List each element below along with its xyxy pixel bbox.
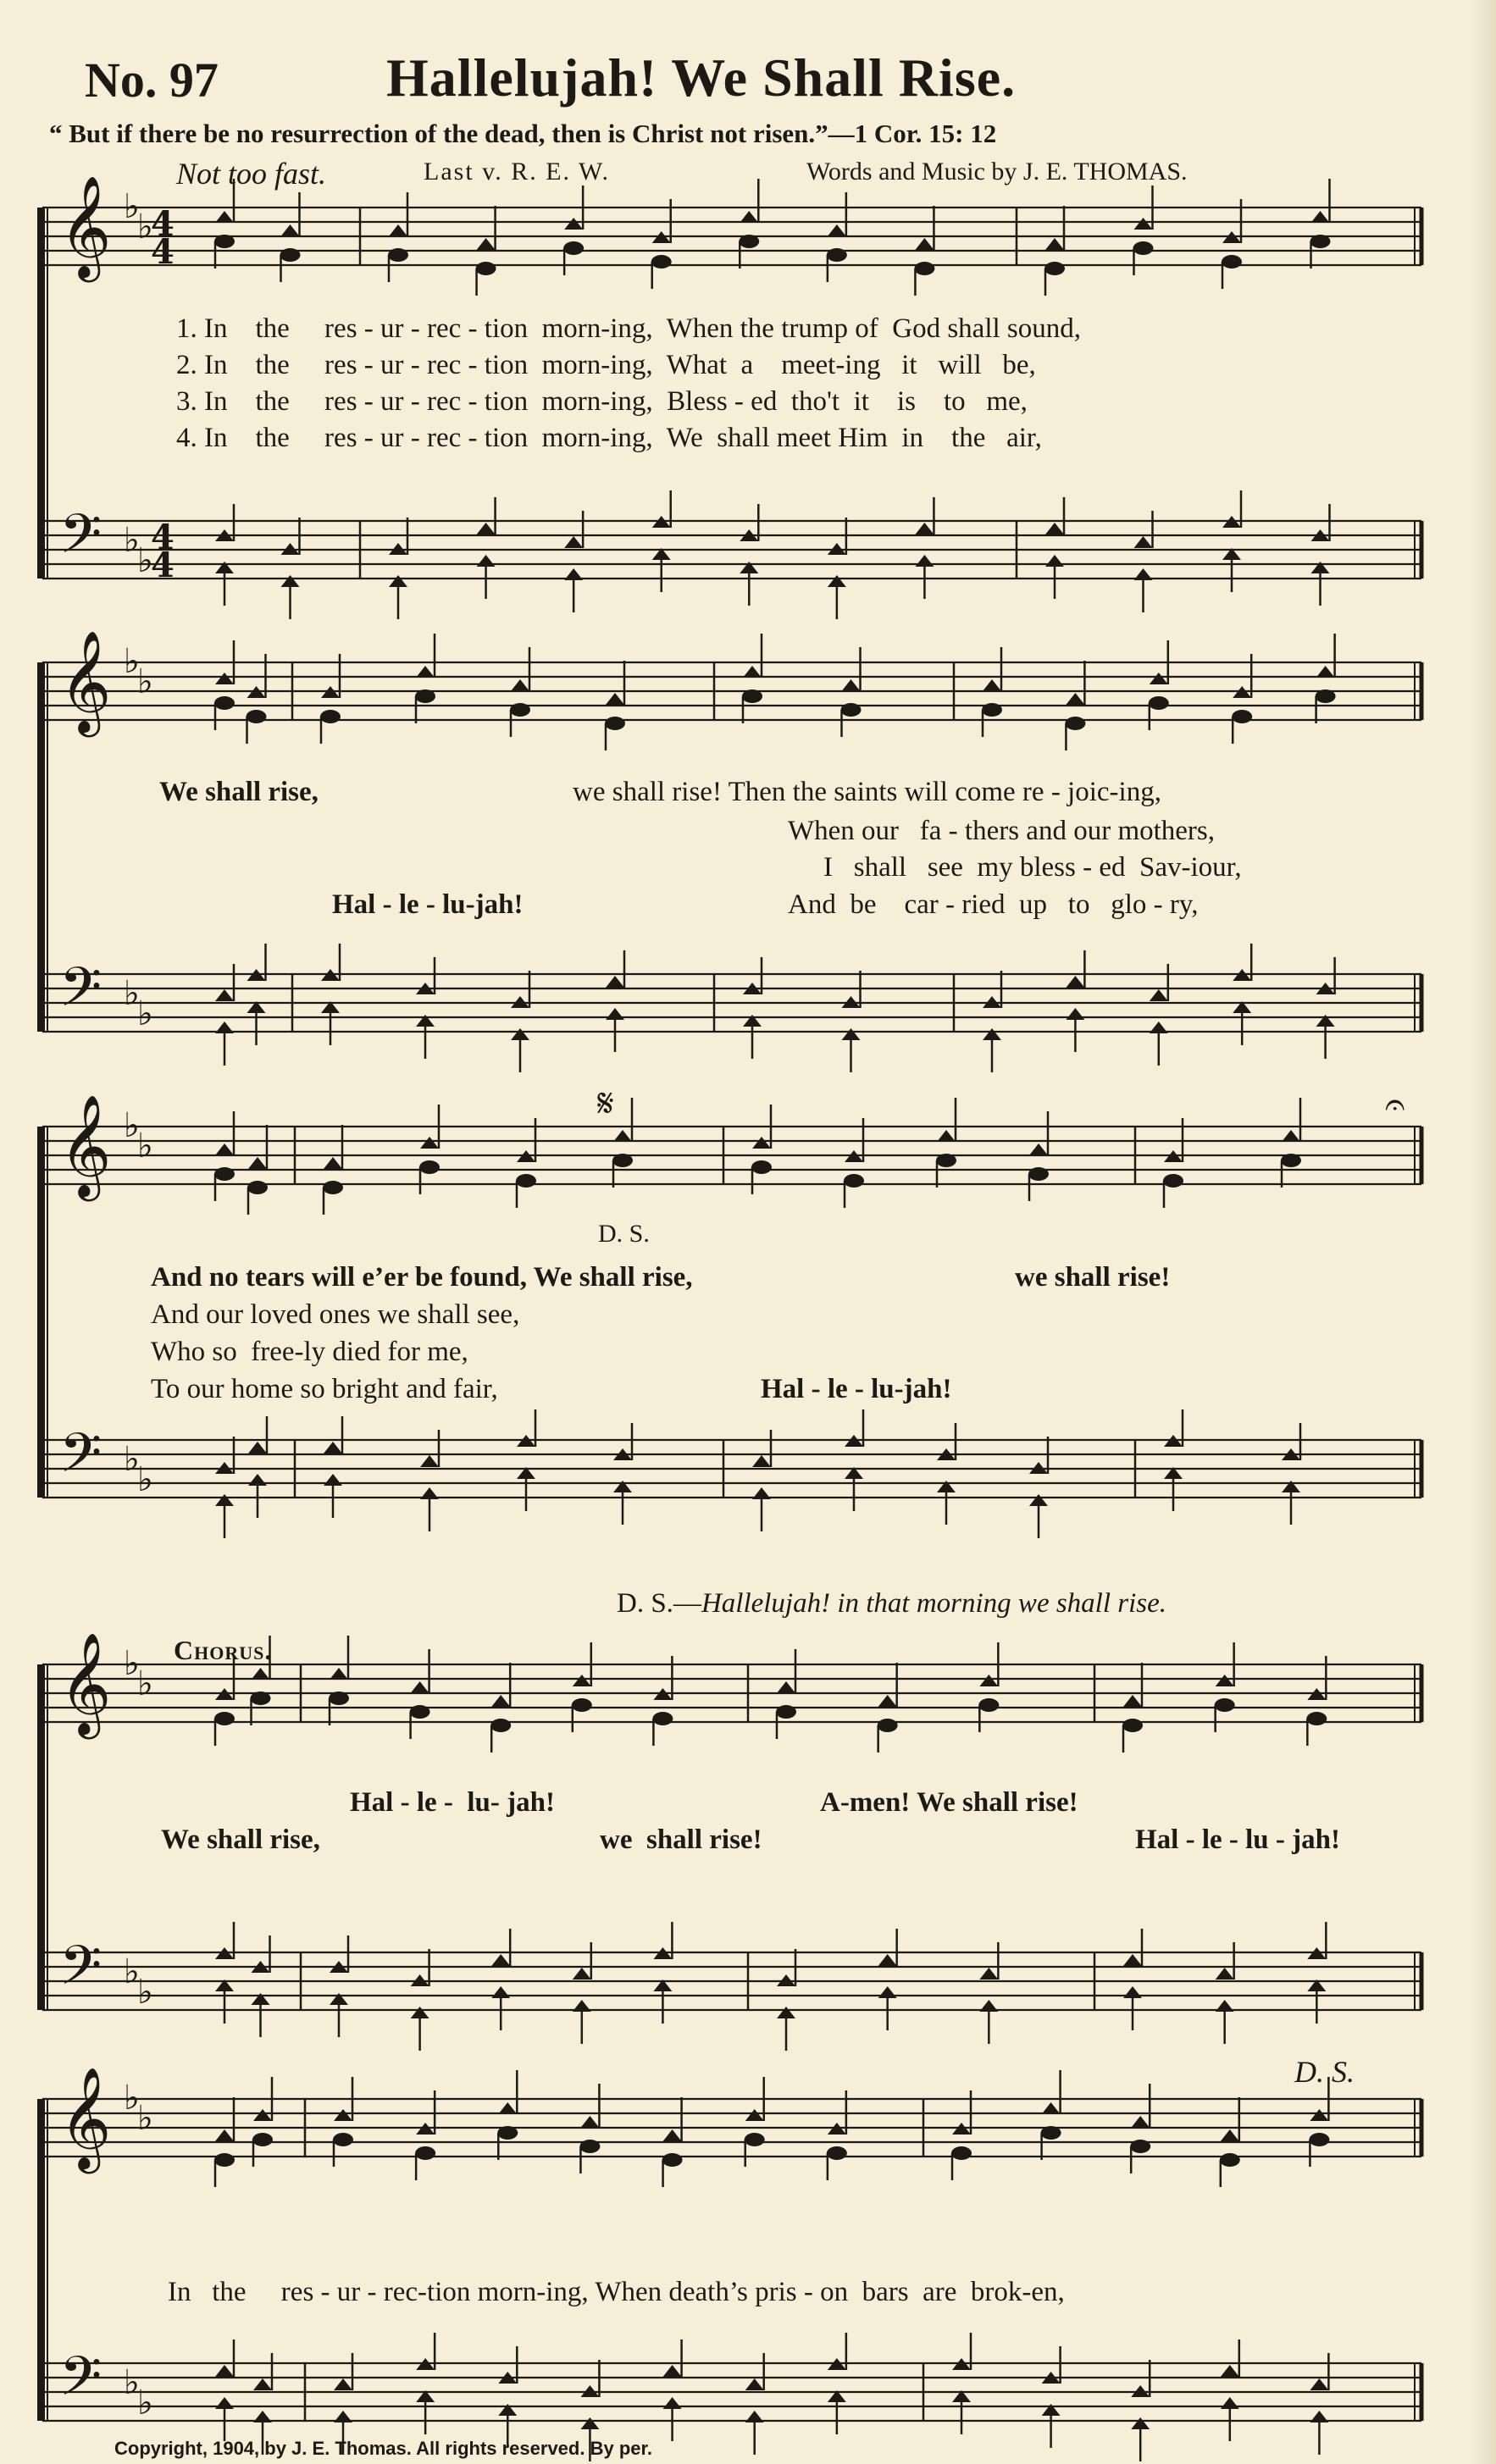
verse-2-line: 2. In the res - ur - rec - tion morn-ing, What a meet-ing it will be,: [176, 350, 1036, 380]
notehead-icon: [281, 224, 300, 236]
notehead-icon: [1232, 710, 1252, 723]
notehead-icon: [388, 248, 408, 262]
notehead-icon: [214, 1712, 235, 1725]
time-signature-denominator: 4: [151, 545, 175, 585]
system-brace: [37, 662, 45, 1032]
flat-icon: ♭: [124, 187, 140, 226]
notehead-icon: [663, 2397, 682, 2409]
notehead-icon: [320, 710, 341, 723]
notehead-icon: [1041, 2126, 1061, 2140]
segno-icon: 𝄋: [597, 1080, 614, 1126]
bass-clef-icon: 𝄢: [59, 956, 103, 1033]
notehead-icon: [564, 568, 583, 580]
notehead-icon: [248, 1157, 267, 1169]
notehead-icon: [252, 2133, 273, 2146]
notehead-icon: [742, 689, 762, 703]
lyric-system2-line3: I shall see my bless - ed Sav-iour,: [823, 852, 1242, 883]
lyric-we-shall-rise-end: we shall rise!: [1015, 1262, 1171, 1293]
notehead-icon: [334, 2411, 352, 2422]
notehead-icon: [1281, 1154, 1301, 1167]
notehead-icon: [253, 2109, 272, 2121]
notehead-icon: [1045, 238, 1064, 250]
notehead-icon: [982, 703, 1002, 717]
notehead-icon: [564, 536, 583, 548]
notehead-icon: [251, 1692, 271, 1705]
lyric-chorus-line1a: Hal - le - lu- jah!: [350, 1787, 555, 1818]
notehead-icon: [580, 2417, 599, 2429]
notehead-icon: [252, 1668, 270, 1680]
notehead-icon: [215, 673, 234, 684]
notehead-icon: [1130, 2140, 1150, 2153]
notehead-icon: [606, 693, 624, 705]
notehead-icon: [330, 1668, 348, 1680]
notehead-icon: [1150, 1022, 1168, 1033]
notehead-icon: [573, 1675, 591, 1686]
notehead-icon: [606, 976, 624, 988]
notehead-icon: [215, 2365, 234, 2377]
notehead-icon: [1045, 523, 1064, 534]
notehead-icon: [580, 2116, 599, 2128]
notehead-icon: [1216, 2000, 1234, 2012]
flat-icon: ♭: [124, 1644, 140, 1683]
notehead-icon: [572, 1698, 592, 1712]
notehead-icon: [323, 1181, 343, 1194]
notehead-icon: [253, 2411, 272, 2422]
notehead-icon: [281, 575, 300, 587]
notehead-icon: [498, 2102, 517, 2114]
notehead-icon: [983, 679, 1001, 691]
notehead-icon: [915, 523, 934, 534]
notehead-icon: [1029, 1494, 1048, 1506]
lyric-chorus-line2a: We shall rise,: [161, 1824, 320, 1855]
notehead-icon: [248, 1442, 267, 1453]
notehead-icon: [842, 679, 861, 691]
notehead-icon: [1044, 262, 1065, 275]
time-signature-denominator: 4: [151, 232, 175, 272]
lyric-chorus-line2c: Hal - le - lu - jah!: [1135, 1824, 1340, 1855]
flat-icon: ♭: [137, 994, 153, 1033]
notehead-icon: [1311, 211, 1330, 223]
notehead-icon: [214, 2153, 235, 2167]
notehead-icon: [777, 1681, 795, 1693]
system-brace: [37, 2099, 45, 2421]
notehead-icon: [329, 1692, 349, 1705]
treble-clef-icon: 𝄞: [59, 1094, 112, 1197]
copyright-notice: Copyright, 1904, by J. E. Thomas. All rights reserved. By per.: [114, 2438, 652, 2459]
notehead-icon: [1066, 976, 1084, 988]
notehead-icon: [828, 224, 846, 236]
notehead-icon: [612, 1154, 633, 1167]
flat-icon: ♭: [137, 2384, 153, 2422]
notehead-icon: [776, 1705, 796, 1719]
notehead-icon: [662, 2153, 683, 2167]
notehead-icon: [1133, 241, 1154, 255]
notehead-icon: [510, 703, 530, 717]
notehead-icon: [979, 2000, 998, 2012]
notehead-icon: [1310, 2411, 1328, 2422]
flat-icon: ♭: [137, 208, 153, 246]
notehead-icon: [745, 2411, 764, 2422]
notehead-icon: [477, 523, 496, 534]
notehead-icon: [1029, 1143, 1048, 1155]
notehead-icon: [979, 1675, 998, 1686]
notehead-icon: [253, 2378, 272, 2390]
notehead-icon: [491, 1954, 510, 1966]
notehead-icon: [745, 2133, 765, 2146]
hymn-number: No. 97: [85, 53, 219, 108]
notehead-icon: [878, 1695, 897, 1707]
notehead-icon: [420, 1487, 439, 1499]
notehead-icon: [491, 1695, 510, 1707]
notehead-icon: [389, 575, 407, 587]
notehead-icon: [745, 2109, 764, 2121]
lyric-system2-line1: we shall rise! Then the saints will come re - joic-ing,: [573, 777, 1161, 807]
notehead-icon: [215, 989, 234, 1001]
notehead-icon: [416, 666, 435, 678]
composer-credit: Words and Music by J. E. THOMAS.: [806, 158, 1188, 185]
notehead-icon: [936, 1154, 956, 1167]
notehead-icon: [745, 2378, 764, 2390]
lyric-system3-line3: Who so free-ly died for me,: [151, 1337, 468, 1367]
notehead-icon: [613, 1130, 632, 1142]
flat-icon: ♭: [137, 1664, 153, 1703]
notehead-icon: [1134, 568, 1153, 580]
lyric-system3-line2: And our loved ones we shall see,: [151, 1299, 520, 1330]
notehead-icon: [1066, 693, 1084, 705]
notehead-icon: [651, 255, 672, 269]
flat-icon: ♭: [124, 521, 140, 560]
notehead-icon: [1042, 2102, 1061, 2114]
notehead-icon: [324, 1442, 342, 1453]
notehead-icon: [1221, 2365, 1239, 2377]
time-signature-numerator: 4: [151, 204, 175, 244]
notehead-icon: [1065, 717, 1085, 730]
notehead-icon: [573, 1968, 591, 1980]
notehead-icon: [410, 1705, 430, 1719]
flat-icon: ♭: [124, 1106, 140, 1145]
notehead-icon: [215, 1494, 234, 1506]
lyric-system2-line4: And be car - ried up to glo - ry,: [788, 889, 1199, 920]
notehead-icon: [1150, 673, 1168, 684]
notehead-icon: [1216, 1968, 1234, 1980]
notehead-icon: [1309, 2133, 1329, 2146]
flat-icon: ♭: [137, 1127, 153, 1166]
flat-icon: ♭: [137, 2099, 153, 2138]
flat-icon: ♭: [124, 2079, 140, 2118]
bass-clef-icon: 𝄢: [59, 1935, 103, 2011]
notehead-icon: [511, 679, 529, 691]
notehead-icon: [477, 555, 496, 567]
treble-clef-icon: 𝄞: [59, 1631, 112, 1735]
lyric-chorus-line2b: we shall rise!: [600, 1824, 762, 1855]
chorus-label: Chorus.: [174, 1635, 273, 1665]
ds-mark: D. S.: [598, 1220, 650, 1248]
notehead-icon: [215, 1022, 234, 1033]
lyric-system2-line2: When our fa - thers and our mothers,: [788, 816, 1216, 846]
notehead-icon: [740, 211, 758, 223]
notehead-icon: [280, 248, 301, 262]
notehead-icon: [878, 1954, 897, 1966]
notehead-icon: [915, 238, 934, 250]
notehead-icon: [1220, 2153, 1240, 2167]
notehead-icon: [752, 1137, 771, 1149]
notehead-icon: [979, 1968, 998, 1980]
notehead-icon: [516, 1174, 536, 1188]
notehead-icon: [743, 666, 762, 678]
notehead-icon: [606, 1008, 624, 1020]
verse-3-line: 3. In the res - ur - rec - tion morn-ing, Bless - ed tho't it is to me,: [176, 386, 1028, 417]
notehead-icon: [1028, 1167, 1049, 1181]
flat-icon: ♭: [124, 1952, 140, 1991]
notehead-icon: [248, 1474, 267, 1486]
flat-icon: ♭: [137, 1973, 153, 2012]
notehead-icon: [1123, 1954, 1142, 1966]
time-signature-numerator: 4: [151, 518, 175, 557]
notehead-icon: [1163, 1174, 1183, 1188]
notehead-icon: [476, 262, 496, 275]
notehead-icon: [751, 1160, 772, 1174]
notehead-icon: [419, 1160, 440, 1174]
notehead-icon: [247, 1181, 268, 1194]
ds-footer-text: Hallelujah! in that morning we shall rise.: [701, 1588, 1167, 1619]
notehead-icon: [663, 2129, 682, 2141]
flat-icon: ♭: [124, 642, 140, 681]
verse-1-line: 1. In the res - ur - rec - tion morn-ing, When the trump of God shall sound,: [176, 313, 1082, 344]
treble-clef-icon: 𝄞: [59, 629, 112, 733]
notehead-icon: [983, 1028, 1001, 1040]
notehead-icon: [511, 1028, 529, 1040]
notehead-icon: [415, 689, 435, 703]
notehead-icon: [1122, 1719, 1143, 1732]
scripture-epigraph: “ But if there be no resurrection of the dead, then is Christ not risen.”—1 Cor. 15: 12: [49, 119, 997, 148]
notehead-icon: [214, 235, 235, 248]
flat-icon: ♭: [124, 2363, 140, 2402]
notehead-icon: [752, 1455, 771, 1467]
last-verse-credit: Last v. R. E. W.: [424, 158, 611, 185]
bass-clef-icon: 𝄢: [59, 1422, 103, 1498]
notehead-icon: [1310, 235, 1331, 248]
flat-icon: ♭: [137, 541, 153, 580]
notehead-icon: [844, 1174, 864, 1188]
notehead-icon: [334, 2109, 352, 2121]
notehead-icon: [215, 2129, 234, 2141]
hymn-title: Hallelujah! We Shall Rise.: [386, 47, 1017, 108]
notehead-icon: [739, 235, 759, 248]
notehead-icon: [564, 218, 583, 230]
notehead-icon: [978, 1698, 999, 1712]
lyric-system3-line4: To our home so bright and fair,: [151, 1374, 498, 1404]
notehead-icon: [1316, 689, 1336, 703]
system-brace: [37, 1127, 45, 1498]
notehead-icon: [215, 2397, 234, 2409]
notehead-icon: [777, 2007, 795, 2018]
notehead-icon: [1221, 2129, 1239, 2141]
notehead-icon: [951, 2146, 972, 2160]
notehead-icon: [420, 1137, 439, 1149]
notehead-icon: [497, 2126, 518, 2140]
system-brace: [37, 1664, 45, 2010]
notehead-icon: [477, 238, 496, 250]
notehead-icon: [1310, 2378, 1328, 2390]
notehead-icon: [1149, 696, 1169, 710]
notehead-icon: [579, 2140, 600, 2153]
flat-icon: ♭: [137, 662, 153, 701]
lyric-hallelujah: Hal - le - lu-jah!: [332, 889, 524, 920]
lyric-we-shall-rise: We shall rise,: [159, 777, 319, 807]
notehead-icon: [491, 1986, 510, 1998]
lyric-system5-line1: In the res - ur - rec-tion morn-ing, When death’s pris - on bars are brok-en,: [168, 2277, 1065, 2307]
notehead-icon: [1123, 1695, 1142, 1707]
notehead-icon: [827, 2146, 847, 2160]
notehead-icon: [1134, 536, 1153, 548]
notehead-icon: [573, 2000, 591, 2012]
ds-instruction: [617, 1588, 1166, 1620]
notehead-icon: [1282, 1130, 1300, 1142]
ds-footer-label: D. S.—: [617, 1588, 701, 1619]
notehead-icon: [1216, 1675, 1234, 1686]
lyric-hallelujah-2: Hal - le - lu-jah!: [761, 1374, 952, 1404]
notehead-icon: [563, 241, 584, 255]
notehead-icon: [605, 717, 625, 730]
notehead-icon: [411, 2007, 429, 2018]
notehead-icon: [1310, 2109, 1328, 2121]
system-brace: [37, 208, 45, 579]
notehead-icon: [1123, 1986, 1142, 1998]
notehead-icon: [324, 1474, 342, 1486]
notehead-icon: [324, 1157, 342, 1169]
notehead-icon: [828, 575, 846, 587]
notehead-icon: [937, 1130, 956, 1142]
flat-icon: ♭: [124, 974, 140, 1013]
notehead-icon: [415, 2146, 435, 2160]
tempo-marking: Not too fast.: [176, 157, 327, 191]
notehead-icon: [490, 1719, 511, 1732]
flat-icon: ♭: [137, 1460, 153, 1499]
treble-clef-icon: 𝄞: [59, 2066, 112, 2169]
treble-clef-icon: 𝄞: [59, 174, 112, 278]
notehead-icon: [247, 710, 267, 723]
notehead-icon: [1131, 2116, 1150, 2128]
notehead-icon: [1221, 2397, 1239, 2409]
notehead-icon: [1150, 989, 1168, 1001]
notehead-icon: [1215, 1698, 1235, 1712]
notehead-icon: [878, 1719, 898, 1732]
notehead-icon: [214, 696, 235, 710]
notehead-icon: [215, 1143, 234, 1155]
notehead-icon: [663, 2365, 682, 2377]
notehead-icon: [1045, 555, 1064, 567]
lyric-chorus-line1b: A-men! We shall rise!: [820, 1787, 1078, 1818]
notehead-icon: [878, 1986, 897, 1998]
verse-4-line: 4. In the res - ur - rec - tion morn-ing, We shall meet Him in the air,: [176, 423, 1042, 453]
notehead-icon: [420, 1455, 439, 1467]
notehead-icon: [215, 211, 234, 223]
notehead-icon: [411, 1681, 429, 1693]
flat-icon: ♭: [124, 1440, 140, 1479]
notehead-icon: [334, 2378, 352, 2390]
notehead-icon: [1222, 255, 1242, 269]
bass-clef-icon: 𝄢: [59, 503, 103, 579]
bass-clef-icon: 𝄢: [59, 2345, 103, 2422]
fermata-icon: 𝄐: [1385, 1083, 1405, 1125]
notehead-icon: [915, 555, 934, 567]
notehead-icon: [842, 1028, 861, 1040]
notehead-icon: [841, 703, 862, 717]
notehead-icon: [1306, 1712, 1327, 1725]
notehead-icon: [1134, 218, 1153, 230]
notehead-icon: [1131, 2417, 1150, 2429]
notehead-icon: [1316, 666, 1335, 678]
notehead-icon: [827, 248, 847, 262]
ds-mark-end: D. S.: [1294, 2055, 1355, 2089]
notehead-icon: [652, 1712, 673, 1725]
notehead-icon: [914, 262, 934, 275]
notehead-icon: [752, 1487, 771, 1499]
notehead-icon: [214, 1167, 235, 1181]
notehead-icon: [1066, 1008, 1084, 1020]
lyric-system3-line1: And no tears will e’er be found, We shall rise,: [151, 1262, 693, 1293]
notehead-icon: [333, 2133, 353, 2146]
notehead-icon: [389, 224, 407, 236]
